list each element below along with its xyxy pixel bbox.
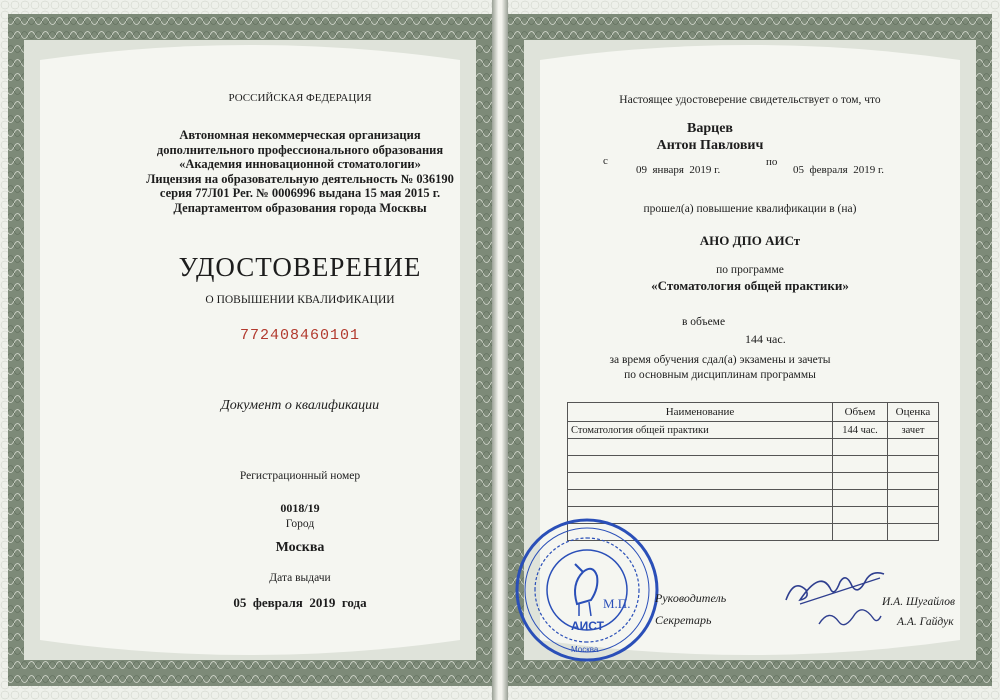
table-cell (833, 456, 888, 473)
stamp-mp: М.П. (603, 596, 631, 611)
org-line: серия 77Л01 Рег. № 0006996 выдана 15 мая 2015 г. (159, 186, 441, 200)
table-header-cell: Оценка (888, 403, 939, 422)
organization-stamp (513, 516, 661, 664)
passed-text: прошел(а) повышение квалификации в (на) (643, 203, 857, 215)
program-label: по программе (716, 264, 784, 276)
stamp-city: Москва (571, 645, 599, 654)
table-cell: 144 час. (833, 422, 888, 439)
table-cell (568, 473, 833, 490)
head-signature (780, 560, 890, 610)
table-row (568, 456, 939, 473)
head-label: Руководитель (655, 591, 727, 605)
head-name: И.А. Шугайлов (882, 596, 955, 608)
date-from: 09 января 2019 г. (636, 164, 721, 176)
table-cell (833, 524, 888, 541)
table-cell (833, 507, 888, 524)
intro-text: Настоящее удостоверение свидетельствует о том, что (619, 94, 881, 106)
to-label: по (766, 156, 778, 168)
registration-number: 0018/19 (280, 501, 320, 515)
document-type: Документ о квалификации (220, 398, 380, 413)
org-line: Автономная некоммерческая организация (179, 128, 421, 142)
table-header-cell: Объем (833, 403, 888, 422)
org-line: «Академия инновационной стоматологии» (179, 157, 421, 171)
exams-line-1: за время обучения сдал(а) экзамены и зачеты (609, 354, 831, 366)
registration-label: Регистрационный номер (239, 470, 361, 482)
table-cell (888, 490, 939, 507)
from-label: с (603, 155, 608, 167)
issue-date: 05 февраля 2019 года (233, 595, 367, 610)
table-cell (888, 473, 939, 490)
stork-emblem-icon (575, 564, 597, 616)
secretary-signature (815, 604, 885, 634)
table-row (568, 422, 939, 439)
table-cell (888, 439, 939, 456)
exams-line-2: по основным дисциплинам программы (624, 369, 816, 381)
training-organization: АНО ДПО АИСт (699, 233, 801, 248)
issue-date-label: Дата выдачи (269, 572, 331, 584)
table-cell: Стоматология общей практики (568, 422, 833, 439)
table-cell (833, 490, 888, 507)
org-line: Лицензия на образовательную деятельность № 036190 (146, 171, 454, 186)
table-cell (568, 456, 833, 473)
table-cell (888, 524, 939, 541)
country-label: РОССИЙСКАЯ ФЕДЕРАЦИЯ (228, 92, 372, 104)
document-subtitle: О ПОВЫШЕНИИ КВАЛИФИКАЦИИ (205, 294, 395, 306)
secretary-name: А.А. Гайдук (897, 616, 954, 628)
table-cell (833, 439, 888, 456)
holder-name: Антон Павлович (656, 138, 764, 153)
table-row (568, 473, 939, 490)
secretary-label: Секретарь (655, 613, 712, 627)
organization-block (100, 128, 500, 215)
date-to: 05 февраля 2019 г. (793, 164, 885, 176)
table-header-cell: Наименование (568, 403, 833, 422)
table-header-row (568, 403, 939, 422)
binding-spine (492, 0, 508, 700)
org-line: дополнительного профессионального образования (156, 142, 444, 157)
table-cell (833, 473, 888, 490)
serial-number: 772408460101 (239, 327, 361, 344)
table-cell (888, 507, 939, 524)
table-row (568, 439, 939, 456)
table-cell (888, 456, 939, 473)
volume-label: в объеме (682, 316, 726, 328)
table-cell: зачет (888, 422, 939, 439)
document-title: УДОСТОВЕРЕНИЕ (178, 252, 422, 282)
stamp-brand: АИСТ (571, 619, 604, 633)
program-name: «Стоматология общей практики» (651, 278, 849, 293)
city-label: Город (285, 518, 315, 530)
holder-surname: Варцев (687, 121, 733, 136)
table-cell (568, 490, 833, 507)
table-row (568, 490, 939, 507)
volume-value: 144 час. (745, 332, 786, 346)
table-cell (568, 439, 833, 456)
org-line: Департаментом образования города Москвы (173, 200, 427, 215)
city-value: Москва (275, 540, 325, 555)
